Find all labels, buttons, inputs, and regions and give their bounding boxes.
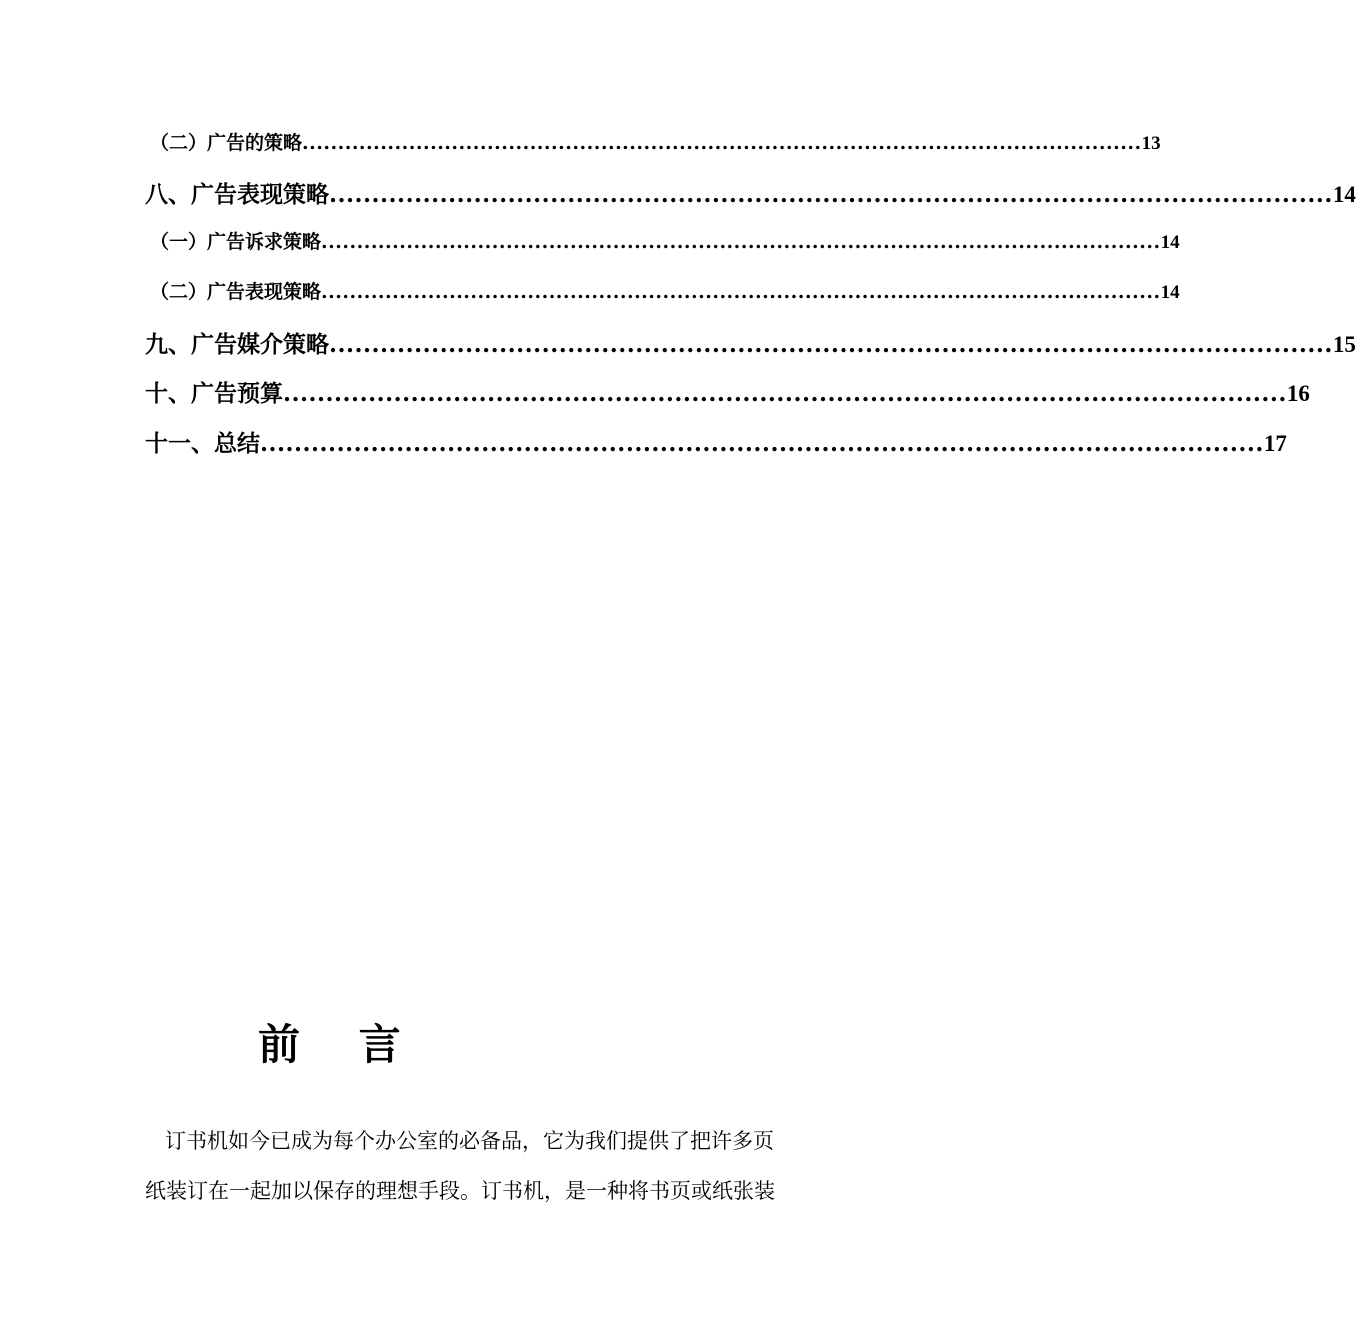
toc-entry[interactable] bbox=[150, 227, 1180, 254]
toc-leader-dots: ...................................................................................................................... bbox=[283, 380, 1287, 407]
toc-leader-dots: ...................................................................................................................... bbox=[329, 181, 1333, 208]
preface-paragraph-line: 订书机如今已成为每个办公室的必备品，它为我们提供了把许多页 bbox=[165, 1129, 774, 1153]
toc-entry-label: （二）广告的策略 bbox=[150, 132, 303, 154]
toc-entry[interactable] bbox=[145, 425, 1287, 458]
toc-leader-dots: ...................................................................................................................... bbox=[329, 331, 1333, 358]
toc-leader-dots: ...................................................................................................................... bbox=[321, 231, 1161, 253]
toc-entry-page: 13 bbox=[1141, 133, 1161, 154]
toc-leader-dots: ...................................................................................................................... bbox=[260, 430, 1264, 457]
toc-leader-dots: ...................................................................................................................... bbox=[302, 132, 1142, 154]
preface-paragraph-line: 纸装订在一起加以保存的理想手段。订书机，是一种将书页或纸张装 bbox=[145, 1179, 775, 1203]
toc-entry[interactable] bbox=[145, 176, 1356, 209]
toc-entry-label: 十、广告预算 bbox=[145, 380, 283, 407]
toc-entry-page: 16 bbox=[1286, 381, 1310, 406]
toc-entry-label: 九、广告媒介策略 bbox=[145, 331, 329, 358]
toc-entry-page: 14 bbox=[1160, 282, 1180, 303]
toc-entry-label: （一）广告诉求策略 bbox=[150, 231, 322, 253]
toc-entry-page: 15 bbox=[1332, 332, 1356, 357]
toc-entry[interactable] bbox=[150, 277, 1180, 304]
toc-leader-dots: ...................................................................................................................... bbox=[321, 281, 1161, 303]
toc-entry-label: （二）广告表现策略 bbox=[150, 281, 322, 303]
toc-entry[interactable] bbox=[145, 326, 1356, 359]
toc-entry[interactable] bbox=[150, 128, 1161, 155]
preface-heading: 前 言 bbox=[258, 1020, 423, 1069]
toc-entry-label: 十一、总结 bbox=[145, 430, 260, 457]
toc-entry-page: 17 bbox=[1263, 431, 1287, 456]
toc-entry-page: 14 bbox=[1160, 232, 1180, 253]
toc-entry[interactable] bbox=[145, 375, 1310, 408]
toc-entry-page: 14 bbox=[1332, 182, 1356, 207]
toc-entry-label: 八、广告表现策略 bbox=[145, 181, 329, 208]
